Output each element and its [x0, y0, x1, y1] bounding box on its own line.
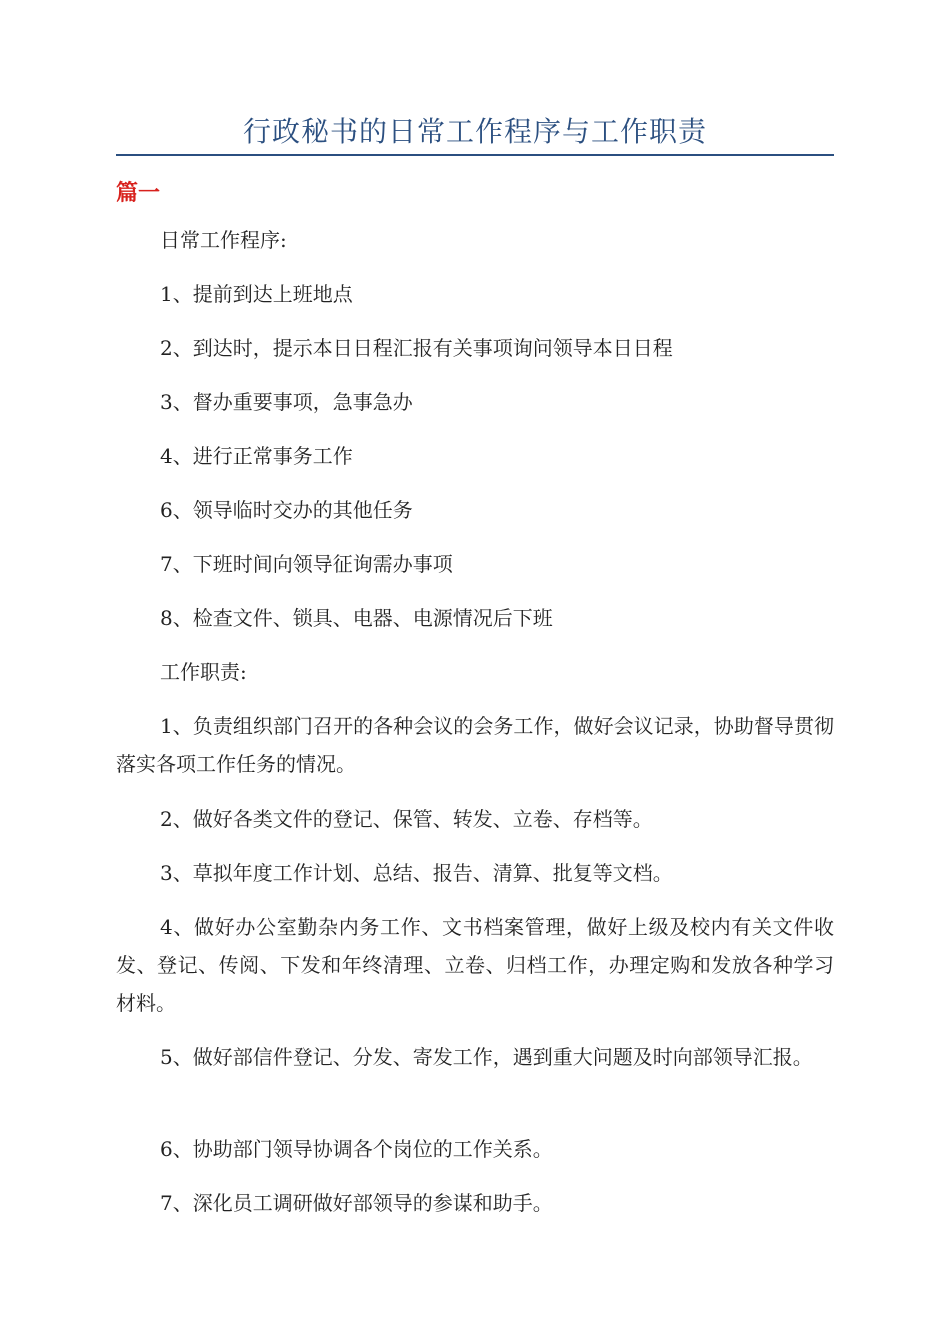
- procedure-item: 8、检查文件、锁具、电器、电源情况后下班: [160, 606, 553, 630]
- procedure-item: 3、督办重要事项，急事急办: [160, 390, 413, 414]
- duty-item: 4、做好办公室勤杂内务工作、文书档案管理，做好上级及校内有关文件收发、登记、传阅、下发和年终清理、立卷、归档工作，办理定购和发放各种学习材料。: [116, 915, 834, 1015]
- document-title: 行政秘书的日常工作程序与工作职责: [242, 115, 707, 148]
- duty-item: 7、深化员工调研做好部领导的参谋和助手。: [160, 1191, 553, 1215]
- procedure-item: 1、提前到达上班地点: [160, 282, 353, 306]
- duties-heading: 工作职责:: [160, 660, 247, 684]
- procedure-item: 4、进行正常事务工作: [160, 444, 353, 468]
- duty-item: 3、草拟年度工作计划、总结、报告、清算、批复等文档。: [160, 861, 673, 885]
- section-heading: 篇一: [116, 181, 161, 206]
- duty-item: 1、负责组织部门召开的各种会议的会务工作，做好会议记录，协助督导贯彻落实各项工作任务的情况。: [116, 714, 834, 776]
- procedure-item: 7、下班时间向领导征询需办事项: [160, 552, 453, 576]
- procedure-item: 6、领导临时交办的其他任务: [160, 498, 413, 522]
- title-divider: [116, 154, 834, 156]
- procedure-item: 2、到达时，提示本日日程汇报有关事项询问领导本日日程: [160, 336, 673, 360]
- duty-item: 2、做好各类文件的登记、保管、转发、立卷、存档等。: [160, 807, 653, 831]
- procedure-heading: 日常工作程序:: [160, 228, 287, 252]
- duty-item: 5、做好部信件登记、分发、寄发工作，遇到重大问题及时向部领导汇报。: [160, 1045, 813, 1069]
- duty-item: 6、协助部门领导协调各个岗位的工作关系。: [160, 1137, 553, 1161]
